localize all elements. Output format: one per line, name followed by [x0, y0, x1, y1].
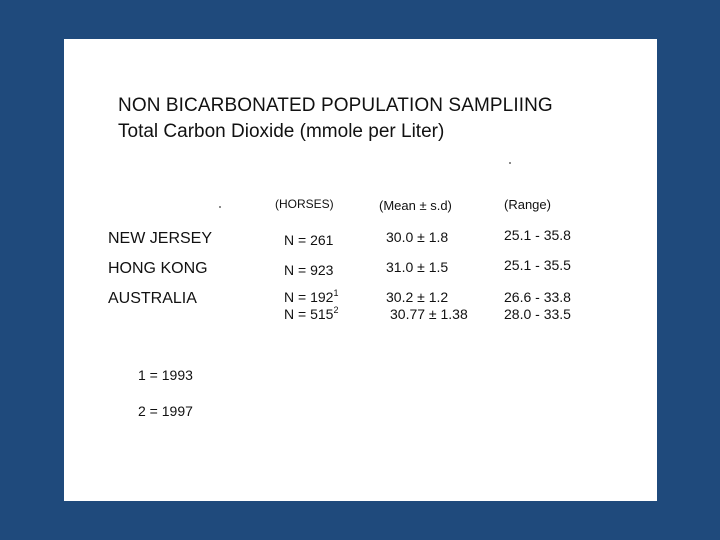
footnote-1: 1 = 1993	[138, 367, 193, 383]
row-label-australia: AUSTRALIA	[108, 290, 197, 307]
cell-mean-australia-1993: 30.2 ± 1.2	[386, 289, 449, 305]
cell-range-australia-1997: 28.0 - 33.5	[504, 306, 571, 322]
title-line-1: NON BICARBONATED POPULATION SAMPLIING	[118, 95, 553, 116]
scan-speck	[219, 206, 221, 208]
cell-range-hong-kong: 25.1 - 35.5	[504, 257, 571, 273]
scan-speck	[509, 162, 511, 164]
cell-n-australia-1993: $N = 192^1$	[284, 288, 339, 305]
column-header-horses: (HORSES)	[275, 197, 334, 211]
cell-mean-australia-1997: 30.77 ± 1.38	[390, 306, 468, 322]
scanned-page	[64, 39, 657, 501]
cell-range-australia-1993: 26.6 - 33.8	[504, 289, 571, 305]
cell-range-new-jersey: 25.1 - 35.8	[504, 227, 571, 243]
cell-n-australia-1997: $N = 515^2$	[284, 305, 339, 322]
cell-n-new-jersey: N = 261	[284, 232, 334, 248]
row-label-new-jersey: NEW JERSEY	[108, 230, 213, 247]
row-label-hong-kong: HONG KONG	[108, 260, 208, 277]
title-line-2: Total Carbon Dioxide (mmole per Liter)	[118, 121, 445, 142]
column-header-range: (Range)	[504, 197, 551, 212]
footnote-2: 2 = 1997	[138, 403, 193, 419]
cell-mean-hong-kong: 31.0 ± 1.5	[386, 259, 449, 275]
cell-n-hong-kong: N = 923	[284, 262, 334, 278]
cell-mean-new-jersey: 30.0 ± 1.8	[386, 229, 449, 245]
column-header-mean: (Mean ± s.d)	[379, 198, 452, 213]
